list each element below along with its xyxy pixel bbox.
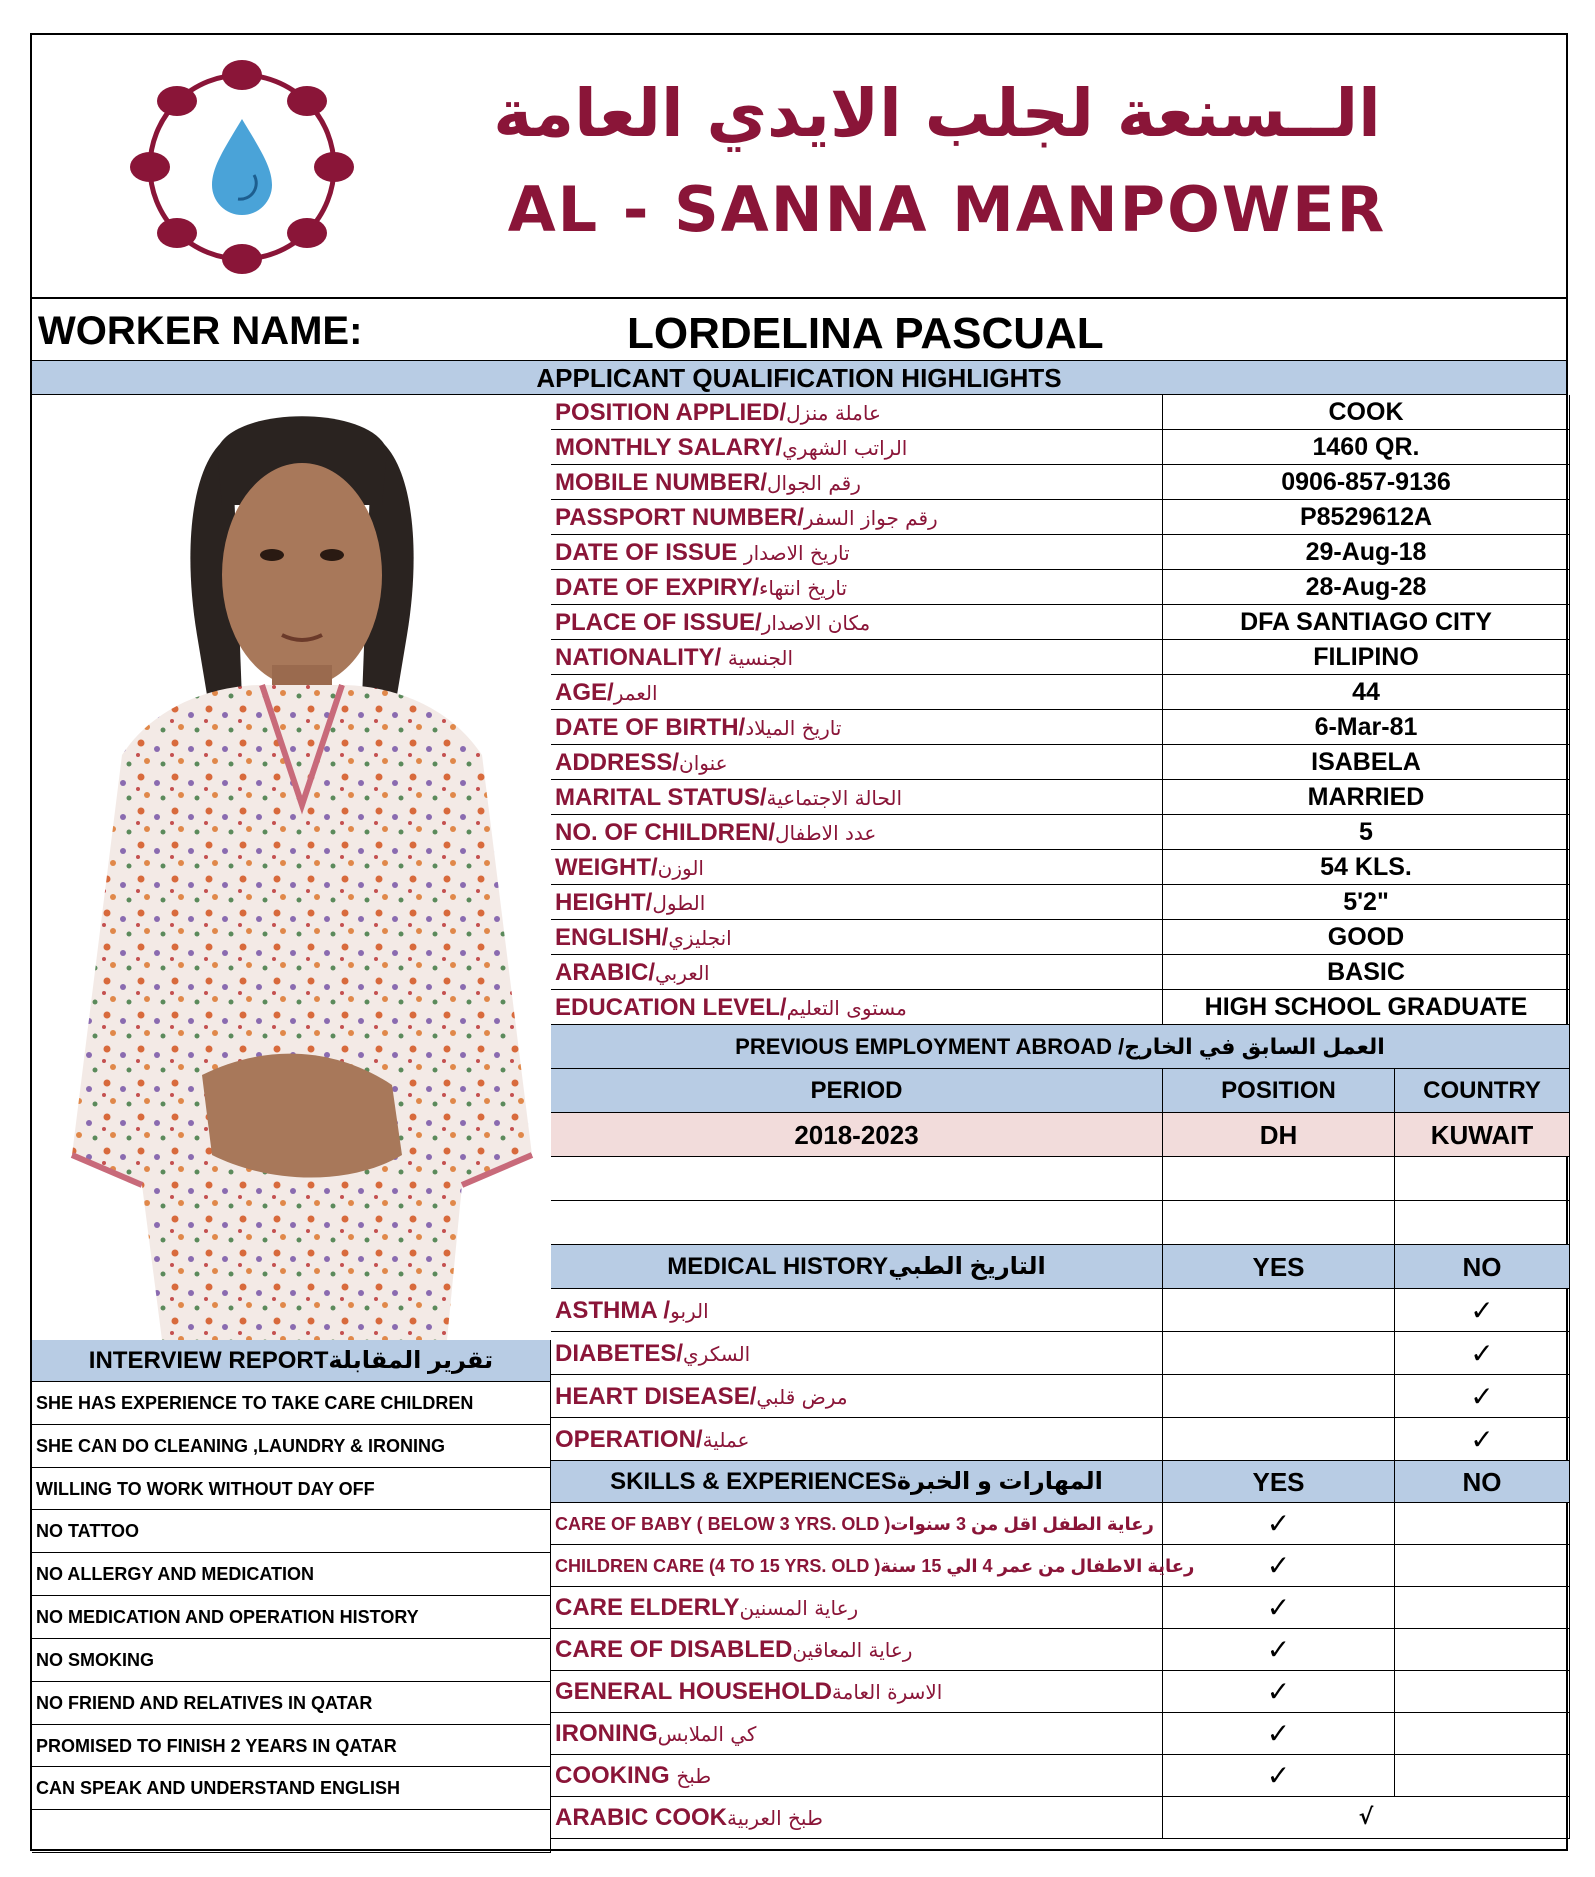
- detail-value: 54 KLS.: [1163, 850, 1570, 885]
- detail-label-en: AGE/: [555, 679, 614, 706]
- detail-label-en: PASSPORT NUMBER/: [555, 504, 804, 531]
- medical-label-en: OPERATION/: [555, 1426, 703, 1453]
- medical-yes-check: [1163, 1332, 1395, 1375]
- interview-item: SHE CAN DO CLEANING ,LAUNDRY & IRONING: [32, 1425, 551, 1468]
- highlights-title: APPLICANT QUALIFICATION HIGHLIGHTS: [32, 361, 1566, 395]
- skill-label-ar: طبخ: [676, 1764, 712, 1788]
- detail-label-en: HEIGHT/: [555, 889, 653, 916]
- detail-value: BASIC: [1163, 955, 1570, 990]
- detail-label: [551, 955, 1163, 990]
- employment-cell: [551, 1201, 1163, 1245]
- employment-cell: [1395, 1157, 1570, 1201]
- detail-label-en: POSITION APPLIED/: [555, 399, 787, 426]
- worker-name-label: WORKER NAME:: [38, 309, 363, 353]
- detail-label-ar: تاريخ انتهاء: [759, 576, 848, 600]
- detail-value: MARRIED: [1163, 780, 1570, 815]
- interview-item: CAN SPEAK AND UNDERSTAND ENGLISH: [32, 1767, 551, 1810]
- skill-label-ar: كي الملابس: [657, 1722, 757, 1746]
- employment-header: COUNTRY: [1395, 1069, 1570, 1113]
- brand-english-name: AL - SANNA MANPOWER: [507, 173, 1387, 246]
- employment-title-ar: العمل السابق في الخارج: [1124, 1034, 1385, 1059]
- interview-item: NO ALLERGY AND MEDICATION: [32, 1553, 551, 1596]
- skill-label-en: IRONING: [555, 1720, 658, 1747]
- detail-label-ar: الراتب الشهري: [782, 436, 908, 460]
- skill-label-ar: طبخ العربية: [727, 1806, 823, 1830]
- detail-label-ar: الجنسية: [727, 646, 794, 670]
- skill-no-check: [1395, 1503, 1570, 1545]
- skill-no-check: [1395, 1629, 1570, 1671]
- employment-cell: [1395, 1201, 1570, 1245]
- interview-item: [32, 1810, 551, 1853]
- skill-label: [551, 1545, 1195, 1587]
- medical-label-en: HEART DISEASE/: [555, 1383, 757, 1410]
- skill-label-ar: رعاية المسنين: [739, 1596, 859, 1620]
- medical-title: [551, 1245, 1163, 1289]
- skill-label-en: CHILDREN CARE (4 TO 15 YRS. OLD ): [555, 1556, 881, 1576]
- medical-label: [551, 1289, 1163, 1332]
- detail-value: HIGH SCHOOL GRADUATE: [1163, 990, 1570, 1025]
- detail-label: [551, 885, 1163, 920]
- detail-label: [551, 570, 1163, 605]
- detail-label-ar: انجليزي: [668, 926, 732, 950]
- skill-label-en: ARABIC COOK: [555, 1804, 727, 1831]
- detail-label-ar: رقم الجوال: [767, 471, 861, 495]
- medical-label: [551, 1418, 1163, 1461]
- medical-yes-check: [1163, 1375, 1395, 1418]
- skill-label: [551, 1755, 1163, 1797]
- skill-label: [551, 1629, 1163, 1671]
- water-drop-ring-icon: [112, 57, 382, 277]
- medical-label-en: ASTHMA /: [555, 1297, 671, 1324]
- detail-label-ar: تاريخ الميلاد: [745, 716, 842, 740]
- skill-yes-check: ✓: [1163, 1503, 1395, 1545]
- interview-item: SHE HAS EXPERIENCE TO TAKE CARE CHILDREN: [32, 1382, 551, 1425]
- medical-label-ar: الربو: [670, 1299, 709, 1323]
- skill-label-en: GENERAL HOUSEHOLD: [555, 1678, 832, 1705]
- detail-label-ar: تاريخ الاصدار: [743, 541, 850, 565]
- detail-label-ar: رقم جواز السفر: [803, 506, 938, 530]
- detail-label-ar: مكان الاصدار: [761, 611, 871, 635]
- medical-label-ar: عملية: [702, 1428, 750, 1452]
- employment-cell: DH: [1163, 1113, 1395, 1157]
- detail-label-en: MOBILE NUMBER/: [555, 469, 767, 496]
- medical-no-check: ✓: [1395, 1289, 1570, 1332]
- skill-yes-check: ✓: [1163, 1587, 1395, 1629]
- skill-label-ar: رعاية الطفل اقل من 3 سنوات: [890, 1514, 1154, 1534]
- worker-name-row: [32, 299, 1566, 361]
- skill-yes-check: ✓: [1163, 1671, 1395, 1713]
- detail-label-en: DATE OF ISSUE: [555, 539, 744, 566]
- detail-label-en: DATE OF EXPIRY/: [555, 574, 760, 601]
- detail-value: 28-Aug-28: [1163, 570, 1570, 605]
- detail-label: [551, 465, 1163, 500]
- detail-label-en: ARABIC/: [555, 959, 655, 986]
- skill-label: [551, 1713, 1163, 1755]
- detail-value: ISABELA: [1163, 745, 1570, 780]
- skill-label: [551, 1587, 1163, 1629]
- skill-no-check: [1395, 1587, 1570, 1629]
- applicant-cv-sheet: [30, 33, 1568, 1851]
- detail-label-en: PLACE OF ISSUE/: [555, 609, 762, 636]
- medical-label-en: DIABETES/: [555, 1340, 684, 1367]
- medical-yes-check: [1163, 1289, 1395, 1332]
- detail-label: [551, 430, 1163, 465]
- detail-label: [551, 500, 1163, 535]
- detail-label: [551, 850, 1163, 885]
- skill-no-check: [1395, 1671, 1570, 1713]
- detail-label-ar: الحالة الاجتماعية: [766, 786, 903, 810]
- detail-label-ar: الطول: [652, 891, 706, 915]
- detail-label: [551, 535, 1163, 570]
- detail-label-ar: مستوى التعليم: [786, 996, 907, 1020]
- detail-label: [551, 710, 1163, 745]
- employment-header: POSITION: [1163, 1069, 1395, 1113]
- employment-cell: [551, 1157, 1163, 1201]
- skills-no-header: NO: [1395, 1461, 1570, 1503]
- detail-value: 44: [1163, 675, 1570, 710]
- detail-label-en: MONTHLY SALARY/: [555, 434, 783, 461]
- medical-label: [551, 1375, 1163, 1418]
- employment-title: [551, 1025, 1570, 1069]
- employment-cell: [1163, 1201, 1395, 1245]
- employment-cell: KUWAIT: [1395, 1113, 1570, 1157]
- detail-value: DFA SANTIAGO CITY: [1163, 605, 1570, 640]
- skills-title: [551, 1461, 1163, 1503]
- medical-yes-check: [1163, 1418, 1395, 1461]
- skill-yes-check: ✓: [1163, 1713, 1395, 1755]
- detail-value: GOOD: [1163, 920, 1570, 955]
- detail-label: [551, 990, 1163, 1025]
- medical-yes-header: YES: [1163, 1245, 1395, 1289]
- detail-label-en: DATE OF BIRTH/: [555, 714, 746, 741]
- skills-yes-header: YES: [1163, 1461, 1395, 1503]
- detail-value: 29-Aug-18: [1163, 535, 1570, 570]
- detail-label: [551, 815, 1163, 850]
- detail-label-ar: عاملة منزل: [786, 401, 881, 425]
- detail-label-en: NO. OF CHILDREN/: [555, 819, 775, 846]
- interview-item: NO TATTOO: [32, 1510, 551, 1553]
- skill-merged-check: √: [1163, 1797, 1570, 1839]
- skill-label-ar: رعاية المعاقين: [792, 1638, 913, 1662]
- detail-label: [551, 640, 1163, 675]
- brand-header: [32, 35, 1566, 299]
- skill-label-en: CARE OF DISABLED: [555, 1636, 793, 1663]
- detail-value: 0906-857-9136: [1163, 465, 1570, 500]
- detail-label: [551, 780, 1163, 815]
- interview-item: NO MEDICATION AND OPERATION HISTORY: [32, 1596, 551, 1639]
- detail-value: 6-Mar-81: [1163, 710, 1570, 745]
- interview-title: [32, 1340, 551, 1382]
- detail-label-en: WEIGHT/: [555, 854, 658, 881]
- detail-label: [551, 745, 1163, 780]
- medical-title-ar: التاريخ الطبي: [888, 1253, 1046, 1280]
- employment-title-en: PREVIOUS EMPLOYMENT ABROAD /: [735, 1034, 1125, 1059]
- detail-label-en: ENGLISH/: [555, 924, 669, 951]
- detail-label-ar: العربي: [655, 961, 710, 985]
- medical-no-header: NO: [1395, 1245, 1570, 1289]
- detail-value: COOK: [1163, 395, 1570, 430]
- medical-no-check: ✓: [1395, 1418, 1570, 1461]
- detail-label: [551, 395, 1163, 430]
- skill-yes-check: ✓: [1163, 1545, 1395, 1587]
- detail-value: 1460 QR.: [1163, 430, 1570, 465]
- employment-cell: [1163, 1157, 1395, 1201]
- medical-label-ar: مرض قلبي: [756, 1385, 848, 1409]
- skill-no-check: [1395, 1545, 1570, 1587]
- detail-label-en: NATIONALITY/: [555, 644, 728, 671]
- detail-label-en: MARITAL STATUS/: [555, 784, 767, 811]
- skill-label-en: COOKING: [555, 1762, 677, 1789]
- detail-label-ar: العمر: [613, 681, 658, 705]
- skill-no-check: [1395, 1755, 1570, 1797]
- detail-value: 5'2": [1163, 885, 1570, 920]
- detail-label: [551, 920, 1163, 955]
- worker-name-value: LORDELINA PASCUAL: [627, 309, 1104, 358]
- medical-label: [551, 1332, 1163, 1375]
- skills-title-ar: المهارات و الخبرة: [896, 1468, 1103, 1495]
- medical-no-check: ✓: [1395, 1375, 1570, 1418]
- skill-yes-check: ✓: [1163, 1755, 1395, 1797]
- detail-label-ar: الوزن: [657, 856, 704, 880]
- skill-label: [551, 1503, 1163, 1545]
- medical-title-en: MEDICAL HISTORY: [667, 1253, 889, 1280]
- detail-value: FILIPINO: [1163, 640, 1570, 675]
- employment-cell: 2018-2023: [551, 1113, 1163, 1157]
- detail-label: [551, 605, 1163, 640]
- skill-label-en: CARE ELDERLY: [555, 1594, 740, 1621]
- skills-title-en: SKILLS & EXPERIENCES: [610, 1468, 897, 1495]
- skill-label-en: CARE OF BABY ( BELOW 3 YRS. OLD ): [555, 1514, 891, 1534]
- skill-yes-check: ✓: [1163, 1629, 1395, 1671]
- employment-header: PERIOD: [551, 1069, 1163, 1113]
- detail-value: P8529612A: [1163, 500, 1570, 535]
- skill-label-ar: رعاية الاطفال من عمر 4 الي 15 سنة: [880, 1556, 1195, 1576]
- skill-label: [551, 1671, 1163, 1713]
- interview-title-en: INTERVIEW REPORT: [88, 1347, 329, 1374]
- detail-label: [551, 675, 1163, 710]
- skill-no-check: [1395, 1713, 1570, 1755]
- brand-arabic-name: الــسنعة لجلب الايدي العامة: [493, 75, 1381, 152]
- interview-item: NO SMOKING: [32, 1639, 551, 1682]
- medical-label-ar: السكري: [683, 1342, 751, 1366]
- interview-item: NO FRIEND AND RELATIVES IN QATAR: [32, 1682, 551, 1725]
- detail-label-en: ADDRESS/: [555, 749, 680, 776]
- detail-label-ar: عنوان: [679, 751, 728, 775]
- medical-no-check: ✓: [1395, 1332, 1570, 1375]
- detail-label-ar: عدد الاطفال: [775, 821, 877, 845]
- skill-label-ar: الاسرة العامة: [831, 1680, 943, 1704]
- applicant-photo: [32, 395, 551, 1340]
- skill-label: [551, 1797, 1163, 1839]
- interview-item: WILLING TO WORK WITHOUT DAY OFF: [32, 1468, 551, 1511]
- interview-title-ar: تقرير المقابلة: [328, 1347, 494, 1374]
- interview-item: PROMISED TO FINISH 2 YEARS IN QATAR: [32, 1725, 551, 1768]
- detail-label-en: EDUCATION LEVEL/: [555, 994, 787, 1021]
- detail-value: 5: [1163, 815, 1570, 850]
